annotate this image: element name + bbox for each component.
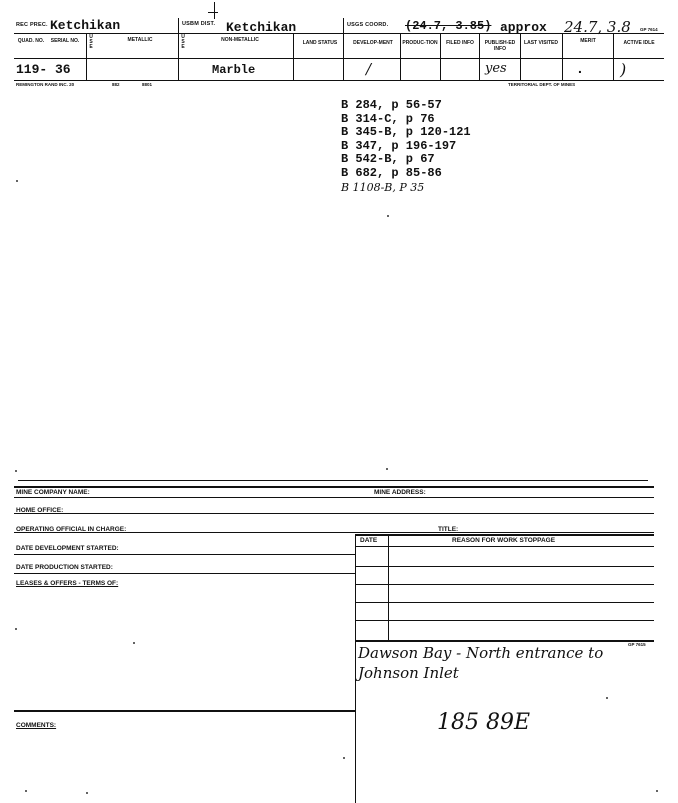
header-nonmetallic: NON-METALLIC <box>221 37 259 43</box>
header-last-visited: LAST VISITED <box>524 40 558 46</box>
header-development: DEVELOP-MENT <box>353 40 393 46</box>
bottom-form <box>0 470 678 803</box>
printer-code-2: 8801 <box>142 82 153 87</box>
value-quad-serial: 119- 36 <box>16 62 71 77</box>
handwritten-location-line1: Dawson Bay - North entrance to <box>358 644 604 662</box>
header-published-info: PUBLISH-ED INFO <box>484 40 516 52</box>
printer-code-1: 882 <box>112 82 120 87</box>
header-metallic: METALLIC <box>127 37 153 43</box>
printer-label: REMINGTON RAND INC. 20 <box>16 82 75 87</box>
reference-item-handwritten: B 1108-B, P 35 <box>341 181 425 194</box>
header-active-idle: ACTIVE IDLE <box>623 40 655 46</box>
reference-item: B 284, p 56-57 <box>341 98 442 112</box>
date-development-started-label: DATE DEVELOPMENT STARTED: <box>16 545 119 552</box>
value-nonmetallic: Marble <box>212 63 256 77</box>
value-published-info: yes <box>485 61 507 76</box>
rec-prec-value: Ketchikan <box>50 18 121 33</box>
date-production-started-label: DATE PRODUCTION STARTED: <box>16 564 113 571</box>
value-active-idle: ) <box>620 60 627 79</box>
header-production: PRODUC-TION <box>402 40 438 46</box>
header-merit: MERIT <box>580 38 596 44</box>
reference-item: B 682, p 85-86 <box>341 165 442 180</box>
usgs-coord-struck: (24.7, 3.85) <box>405 19 492 33</box>
form-code-top: GP 7614 <box>640 27 658 32</box>
header-land-status: LAND STATUS <box>302 40 338 46</box>
header-quad-no: QUAD. NO. <box>17 38 45 44</box>
reference-item: B 345-B, p 120-121 <box>341 125 471 139</box>
handwritten-coords: 185 89E <box>437 710 531 735</box>
leases-label: LEASES & OFFERS - TERMS OF: <box>16 580 119 587</box>
form-code-bottom: GP 7615 <box>628 642 646 647</box>
reference-item: B 314-C, p 76 <box>341 111 435 126</box>
top-card <box>0 0 678 100</box>
usbm-dist-label: USBM DIST. <box>182 21 216 27</box>
usgs-coord-hand: 24.7, 3.8 <box>564 18 631 36</box>
value-development: / <box>366 60 372 78</box>
reference-list <box>341 99 471 194</box>
dept-label: TERRITORIAL DEPT. OF MINES <box>508 82 576 87</box>
usbm-dist-value: Ketchikan <box>226 20 297 35</box>
usgs-coord-approx: approx <box>500 20 547 35</box>
header-nonmetallic-use: U S E <box>181 34 185 50</box>
header-filed-info: FILED INFO <box>446 40 474 46</box>
home-office-label: HOME OFFICE: <box>16 507 64 514</box>
title-label: TITLE: <box>438 526 459 533</box>
scan-speck <box>387 215 389 217</box>
reason-column-header: REASON FOR WORK STOPPAGE <box>452 537 556 544</box>
header-serial-no: SERIAL NO. <box>50 38 80 44</box>
mine-address-label: MINE ADDRESS: <box>374 489 426 496</box>
rec-prec-label: REC PREC. <box>16 22 48 28</box>
header-metallic-use: U S E <box>89 34 93 50</box>
date-column-header: DATE <box>360 537 378 544</box>
reference-item: B 542-B, p 67 <box>341 152 435 166</box>
comments-label: COMMENTS: <box>16 722 57 729</box>
usgs-coord-label: USGS COORD. <box>347 22 389 28</box>
mine-company-name-label: MINE COMPANY NAME: <box>16 489 90 496</box>
scan-speck <box>16 180 18 182</box>
operating-official-label: OPERATING OFFICIAL IN CHARGE: <box>16 526 127 533</box>
handwritten-location-line2: Johnson Inlet <box>358 664 459 682</box>
value-merit: . <box>578 60 582 76</box>
reference-item: B 347, p 196-197 <box>341 138 457 153</box>
